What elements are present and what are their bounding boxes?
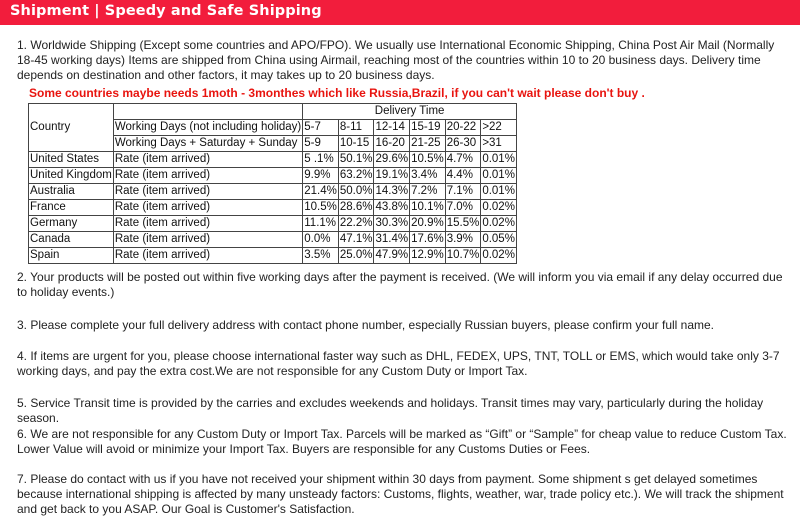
table-cell: 3.9% <box>445 232 481 248</box>
table-cell: 20-22 <box>445 120 481 136</box>
row-label: Rate (item arrived) <box>113 168 302 184</box>
table-cell: 0.02% <box>481 248 517 264</box>
table-row <box>29 216 517 232</box>
shipping-warning: Some countries maybe needs 1moth - 3monthes which like Russia,Brazil, if you can't wait please don't buy . <box>29 86 645 100</box>
table-cell: 15-19 <box>410 120 446 136</box>
table-cell: 21-25 <box>410 136 446 152</box>
shipping-note-5: 5. Service Transit time is provided by the carries and excludes weekends and holidays. Transit times may vary, particularly during the holiday season. <box>17 396 764 425</box>
header-country: Country <box>29 104 114 152</box>
country-name: Spain <box>29 248 114 264</box>
table-cell: 12-14 <box>374 120 410 136</box>
table-cell: 12.9% <box>410 248 446 264</box>
table-cell: 21.4% <box>303 184 339 200</box>
shipping-note-2: 2. Your products will be posted out within five working days after the payment is received. (We will inform you via email if any delay occurred due to holiday events.) <box>17 270 783 299</box>
country-name: Germany <box>29 216 114 232</box>
header-delivery-time: Delivery Time <box>303 104 517 120</box>
table-cell: 10.7% <box>445 248 481 264</box>
row-label: Rate (item arrived) <box>113 184 302 200</box>
delivery-time-table <box>28 103 517 264</box>
table-cell: 29.6% <box>374 152 410 168</box>
country-name: Australia <box>29 184 114 200</box>
table-cell: 10.1% <box>410 200 446 216</box>
table-cell: 0.02% <box>481 216 517 232</box>
table-cell: 63.2% <box>338 168 374 184</box>
table-cell: 0.01% <box>481 184 517 200</box>
table-cell: 7.0% <box>445 200 481 216</box>
table-cell: 0.0% <box>303 232 339 248</box>
table-cell: 43.8% <box>374 200 410 216</box>
table-row <box>29 152 517 168</box>
table-cell: 28.6% <box>338 200 374 216</box>
table-cell: 47.1% <box>338 232 374 248</box>
table-cell: 5-7 <box>303 120 339 136</box>
row-label: Working Days + Saturday + Sunday <box>113 136 302 152</box>
table-cell: 3.4% <box>410 168 446 184</box>
table-cell: 10-15 <box>338 136 374 152</box>
row-label: Rate (item arrived) <box>113 216 302 232</box>
table-cell: 4.4% <box>445 168 481 184</box>
table-cell: 25.0% <box>338 248 374 264</box>
table-cell: 0.01% <box>481 168 517 184</box>
table-cell: 31.4% <box>374 232 410 248</box>
table-cell: 11.1% <box>303 216 339 232</box>
shipping-note-6: 6. We are not responsible for any Custom Duty or Import Tax. Parcels will be marked as “Gift” or “Sample” for cheap value to reduce Custom Tax. Lower Value will avoid or minimize your Import Tax. Buyers are responsible for any Customs Duties or Fees. <box>17 427 787 456</box>
row-label: Rate (item arrived) <box>113 200 302 216</box>
table-row <box>29 232 517 248</box>
table-cell: >22 <box>481 120 517 136</box>
shipping-note-3: 3. Please complete your full delivery address with contact phone number, especially Russian buyers, please confirm your full name. <box>17 318 715 332</box>
row-label: Working Days (not including holiday) <box>113 120 302 136</box>
table-row <box>29 248 517 264</box>
table-cell: 20.9% <box>410 216 446 232</box>
section-banner <box>0 0 800 25</box>
shipping-note-1-text: 1. Worldwide Shipping (Except some countries and APO/FPO). We usually use International Economic Shipping, China Post Air Mail (Normally 18-45 working days) Items are shipped from China using Airmail, reaching most of the countries within 10 to 20 business days. Delivery time depends on destination and other factors, it may takes up to 20 business days. <box>17 38 775 82</box>
country-name: United States <box>29 152 114 168</box>
table-cell: 14.3% <box>374 184 410 200</box>
table-row <box>29 168 517 184</box>
shipping-note-1 <box>17 38 789 83</box>
table-cell: 50.1% <box>338 152 374 168</box>
country-name: France <box>29 200 114 216</box>
table-cell: 26-30 <box>445 136 481 152</box>
table-cell: 0.02% <box>481 200 517 216</box>
table-cell: 4.7% <box>445 152 481 168</box>
country-name: Canada <box>29 232 114 248</box>
table-cell: 10.5% <box>410 152 446 168</box>
shipping-note-7: 7. Please do contact with us if you have not received your shipment within 30 days from payment. Some shipment s get delayed sometimes because international shipping is affected by many unsteady factors: Customs, flights, weather, war, trade policy etc.). We will track the shipment and get back to you ASAP. Our Goal is Customer's Satisfaction. <box>17 472 784 516</box>
table-cell: 47.9% <box>374 248 410 264</box>
table-cell: 30.3% <box>374 216 410 232</box>
shipping-note-4: 4. If items are urgent for you, please choose international faster way such as DHL, FEDEX, UPS, TNT, TOLL or EMS, which would take only 3-7 working days, and pay the extra cost.We are not responsible for any Custom Duty or Import Tax. <box>17 349 780 378</box>
country-name: United Kingdom <box>29 168 114 184</box>
table-cell: 0.05% <box>481 232 517 248</box>
table-cell: 7.2% <box>410 184 446 200</box>
row-label: Rate (item arrived) <box>113 232 302 248</box>
table-cell: 9.9% <box>303 168 339 184</box>
table-cell: >31 <box>481 136 517 152</box>
table-cell: 3.5% <box>303 248 339 264</box>
header-blank <box>113 104 302 120</box>
row-label: Rate (item arrived) <box>113 248 302 264</box>
table-cell: 16-20 <box>374 136 410 152</box>
row-label: Rate (item arrived) <box>113 152 302 168</box>
table-row <box>29 184 517 200</box>
banner-title: Shipment | Speedy and Safe Shipping <box>10 3 322 19</box>
table-cell: 19.1% <box>374 168 410 184</box>
table-cell: 50.0% <box>338 184 374 200</box>
table-cell: 7.1% <box>445 184 481 200</box>
table-cell: 8-11 <box>338 120 374 136</box>
table-cell: 17.6% <box>410 232 446 248</box>
table-cell: 10.5% <box>303 200 339 216</box>
table-cell: 5 .1% <box>303 152 339 168</box>
table-cell: 15.5% <box>445 216 481 232</box>
table-cell: 5-9 <box>303 136 339 152</box>
table-row <box>29 200 517 216</box>
table-cell: 0.01% <box>481 152 517 168</box>
table-cell: 22.2% <box>338 216 374 232</box>
